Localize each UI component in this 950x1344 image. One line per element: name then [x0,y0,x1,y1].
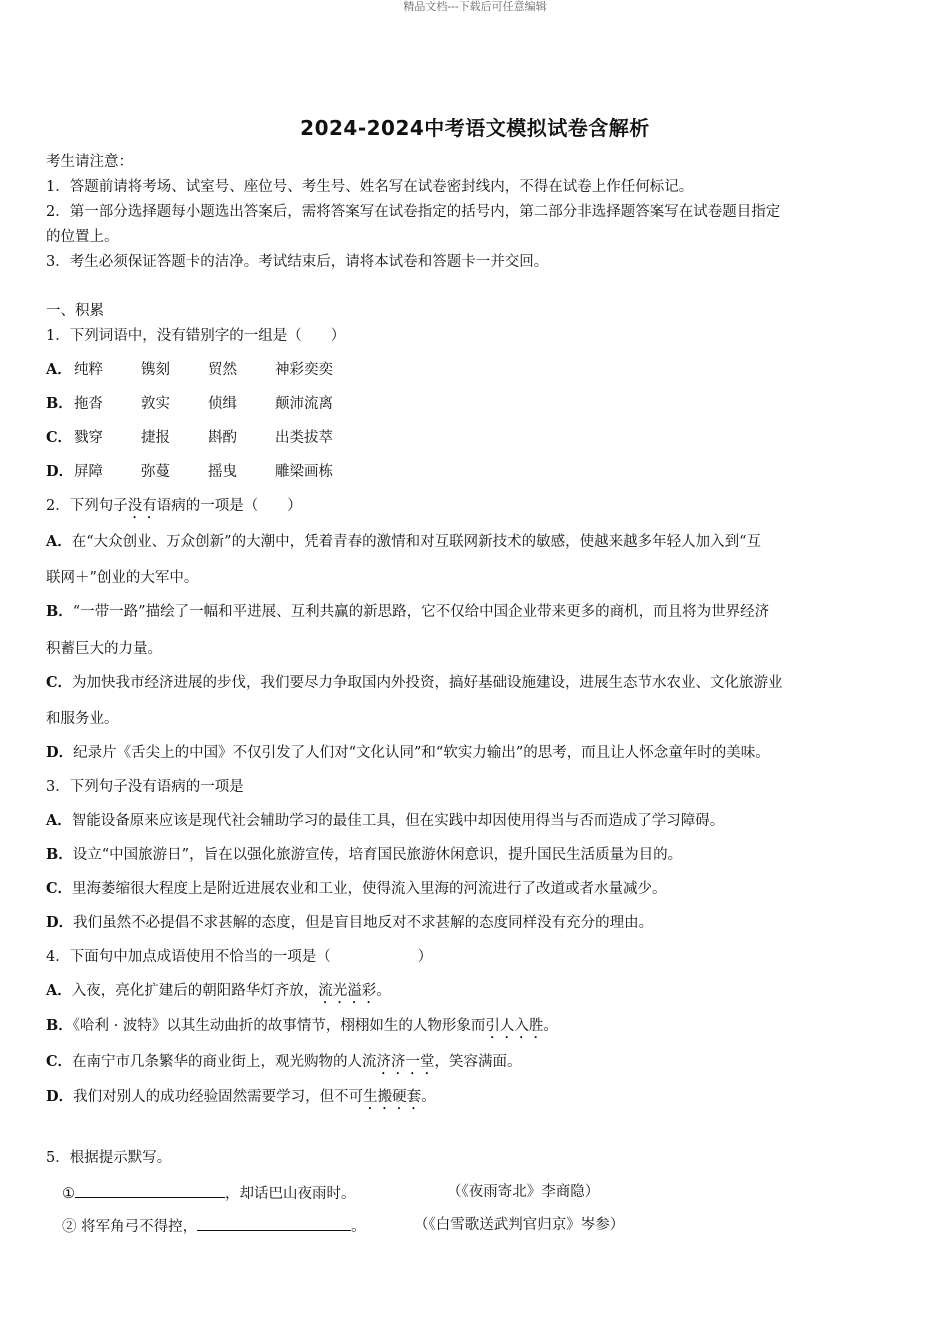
stem-text: 2．下列句子 [46,498,128,514]
option-label: A． [46,533,72,550]
option-word: 雕梁画栋 [275,464,333,480]
emphasized-idiom: 济济一堂 [376,1054,435,1070]
q1-option-a [46,361,446,379]
option-text: 。 [376,983,391,999]
option-word: 侦缉 [208,396,237,412]
notice-item-2-cont: 的位置上。 [46,229,119,245]
stem-text: 语病的一项是（ ） [156,498,302,514]
q2-option-a [46,533,761,551]
option-label: C． [46,674,73,691]
option-text: 智能设备原来应该是现代社会辅助学习的最佳工具，但在实践中却因使用得当与否而造成了学习障碍。 [71,813,725,829]
option-word: 拖沓 [74,396,103,412]
option-text: 为加快我市经济进展的步伐，我们要尽力争取国内外投资，搞好基础设施建设，进展生态节水农业、文化旅游业 [72,675,783,691]
option-label: D． [46,914,74,931]
option-text: 里海萎缩很大程度上是附近进展农业和工业，使得流入里海的河流进行了改道或者水量减少。 [72,881,667,897]
q5-stem: 5．根据提示默写。 [46,1150,172,1166]
q5-line-2 [62,1216,702,1234]
poem-source: （《夜雨寄北》李商隐） [447,1184,600,1200]
q3-option-b [46,846,682,864]
q4-stem: 4．下面句中加点成语使用不恰当的一项是（ ） [46,949,433,965]
option-label: A． [46,982,72,999]
option-word: 斟酌 [208,430,237,446]
page-header: 精品文档---下载后可任意编辑 [403,0,547,13]
option-text: “一带一路”描绘了一幅和平进展、互利共赢的新思路，它不仅给中国企业带来更多的商机，而且将为世界经济 [72,604,770,620]
option-label: C． [46,1053,73,1070]
q2-option-b-cont: 积蓄巨大的力量。 [46,641,162,657]
q3-option-c [46,880,667,898]
poem-text: 。 [351,1219,366,1235]
q3-option-d [46,914,653,932]
q2-option-c [46,674,783,692]
q2-stem [46,497,302,522]
notice-item-3: 3．考生必须保证答题卡的洁净。考试结束后，请将本试卷和答题卡一并交回。 [46,254,549,270]
q5-line-1 [62,1183,702,1201]
poem-source: （《白雪歌送武判官归京》岑参） [414,1217,625,1233]
q3-stem: 3．下列句子没有语病的一项是 [46,779,244,795]
q4-option-d [46,1088,436,1113]
option-word: 贸然 [208,362,237,378]
option-text: 设立“中国旅游日”，旨在以强化旅游宣传，培育国民旅游休闲意识，提升国民生活质量为目的。 [72,847,683,863]
emphasized-idiom: 引人入胜 [485,1018,544,1034]
page-title: 2024-2024中考语文模拟试卷含解析 [300,116,650,140]
q1-option-d [46,463,446,481]
option-word: 神彩奕奕 [275,362,333,378]
option-word: 纯粹 [74,362,103,378]
option-word: 弥蔓 [141,464,170,480]
q2-option-a-cont: 联网＋”创业的大军中。 [46,570,199,586]
option-label: B． [46,603,73,620]
fill-blank[interactable] [197,1216,351,1231]
option-text: ，笑容满面。 [434,1054,522,1070]
option-label: C． [46,880,73,897]
option-label: D． [46,744,74,761]
option-text: 纪录片《舌尖上的中国》不仅引发了人们对“文化认同”和“软实力输出”的思考，而且让人怀念童年时的美味。 [73,745,770,761]
notice-heading: 考生请注意： [46,154,133,170]
poem-text: ② 将军角弓不得控， [62,1219,198,1235]
option-text: 。 [543,1018,558,1034]
emphasized-idiom: 流光溢彩 [318,983,377,999]
option-word: 颠沛流离 [275,396,333,412]
emphasized-idiom: 生搬硬套 [363,1089,422,1105]
option-word: 敦实 [141,396,170,412]
option-word: 戮穿 [74,430,103,446]
q2-option-d [46,744,770,762]
option-text: 我们对别人的成功经验固然需要学习，但不可 [73,1089,364,1105]
q2-option-b [46,603,769,621]
option-word: 出类拔萃 [275,430,333,446]
option-word: 摇曳 [208,464,237,480]
option-label: B． [46,1017,73,1034]
option-label: D． [46,463,74,480]
option-label: C． [46,429,73,446]
option-word: 镌刻 [141,362,170,378]
option-text: 。 [421,1089,436,1105]
item-number: ① [62,1186,75,1202]
q3-option-a [46,812,724,830]
fill-blank[interactable] [75,1183,225,1198]
emphasized-text: 没有 [127,498,157,514]
q1-option-b [46,395,446,413]
q1-option-c [46,429,446,447]
q4-option-a [46,982,391,1007]
option-word: 捷报 [141,430,170,446]
option-label: B． [46,846,73,863]
q2-option-c-cont: 和服务业。 [46,711,119,727]
option-text: 在“大众创业、万众创新”的大潮中，凭着青春的激情和对互联网新技术的敏感，使越来越多年轻人加入到“互 [71,534,761,550]
option-text: 在南宁市几条繁华的商业街上，观光购物的人流 [72,1054,377,1070]
q1-stem: 1．下列词语中，没有错别字的一组是（ ） [46,328,346,344]
option-label: A． [46,812,72,829]
option-label: A． [46,361,72,378]
option-text: 《哈利 · 波特》以其生动曲折的故事情节，栩栩如生的人物形象而 [72,1018,486,1034]
option-label: B． [46,395,73,412]
option-text: 我们虽然不必提倡不求甚解的态度，但是盲目地反对不求甚解的态度同样没有充分的理由。 [73,915,654,931]
notice-item-1: 1．答题前请将考场、试室号、座位号、考生号、姓名写在试卷密封线内，不得在试卷上作任何标记。 [46,179,694,195]
option-word: 屏障 [74,464,103,480]
option-label: D． [46,1088,74,1105]
section-heading: 一、积累 [46,303,104,319]
q4-option-c [46,1053,522,1078]
option-text: 入夜，亮化扩建后的朝阳路华灯齐放， [71,983,319,999]
q4-option-b [46,1017,558,1042]
poem-text: ，却话巴山夜雨时。 [225,1186,356,1202]
notice-item-2: 2．第一部分选择题每小题选出答案后，需将答案写在试卷指定的括号内，第二部分非选择题答案写在试卷题目指定 [46,204,781,220]
